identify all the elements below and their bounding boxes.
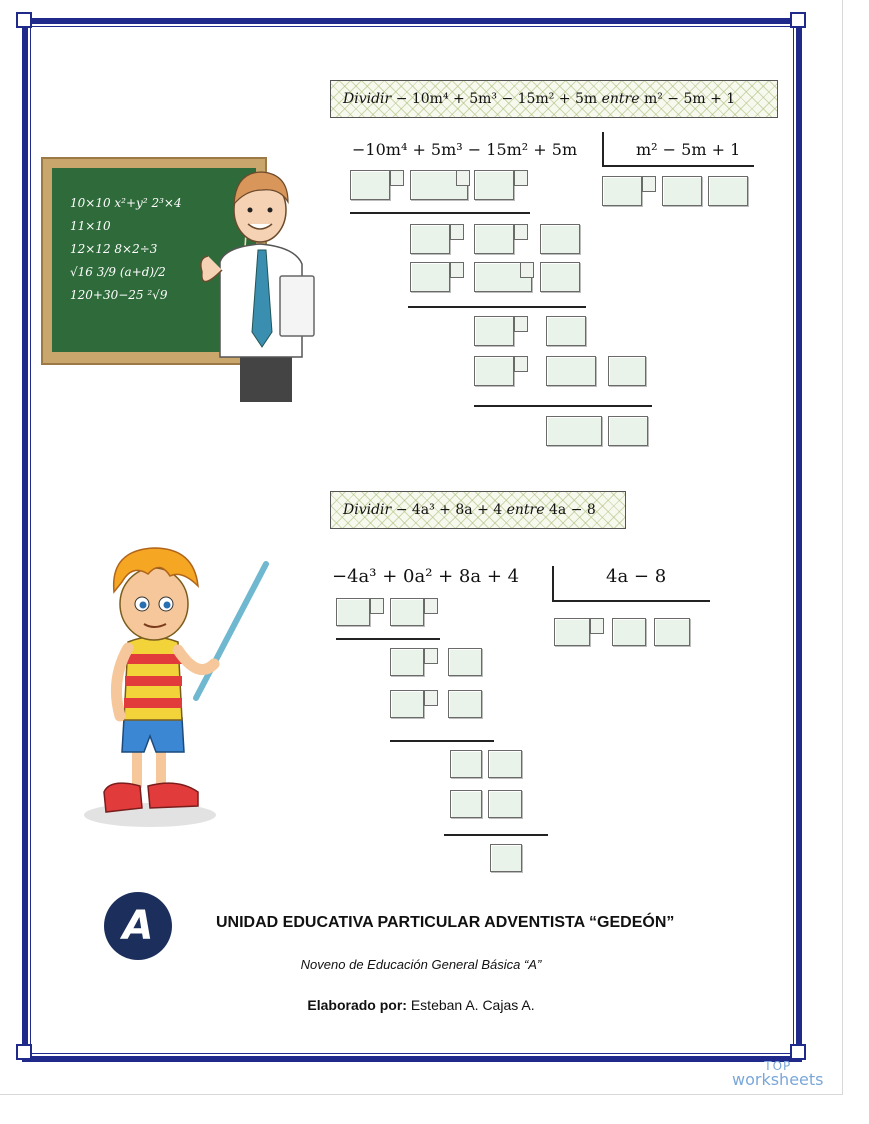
subtraction-line xyxy=(408,306,586,308)
author-label: Elaborado por: xyxy=(307,997,407,1013)
boy-with-pointer-illustration xyxy=(70,530,320,830)
banner-divisor-expr: m² − 5m + 1 xyxy=(643,91,736,107)
watermark-bottom-text: worksheets xyxy=(732,1070,824,1089)
answer-box[interactable] xyxy=(708,176,748,206)
school-logo-letter: A xyxy=(122,903,154,949)
chalkboard-line: 11×10 xyxy=(70,219,111,233)
school-logo xyxy=(104,892,172,960)
chalkboard-line: 120+30−25 ²√9 xyxy=(70,288,168,302)
answer-box[interactable] xyxy=(390,690,424,718)
exponent-box[interactable] xyxy=(424,648,438,664)
exponent-box[interactable] xyxy=(370,598,384,614)
banner-entre-word: entre xyxy=(601,91,640,107)
watermark-top-text: TOP xyxy=(764,1059,792,1073)
answer-box[interactable] xyxy=(474,316,514,346)
grade-level: Noveno de Educación General Básica “A” xyxy=(300,957,542,972)
exponent-box[interactable] xyxy=(520,262,534,278)
answer-box[interactable] xyxy=(546,356,596,386)
banner-entre-word: entre xyxy=(506,502,545,518)
banner-dividir-word: Dividir xyxy=(343,91,392,107)
answer-box[interactable] xyxy=(654,618,690,646)
answer-box[interactable] xyxy=(608,416,648,446)
answer-box[interactable] xyxy=(488,790,522,818)
answer-box[interactable] xyxy=(336,598,370,626)
answer-box[interactable] xyxy=(448,648,482,676)
chalkboard-line: 12×12 8×2÷3 xyxy=(70,242,158,256)
subtraction-line xyxy=(350,212,530,214)
subtraction-line xyxy=(390,740,494,742)
chalkboard-line: √16 3/9 (a+d)/2 xyxy=(70,265,166,279)
exponent-box[interactable] xyxy=(450,262,464,278)
topworksheets-watermark xyxy=(732,1060,824,1088)
exponent-box[interactable] xyxy=(590,618,604,634)
author-line xyxy=(0,997,842,1013)
division-bracket-horizontal xyxy=(602,165,754,167)
division-bracket-vertical xyxy=(602,132,604,166)
border-corner-ornament xyxy=(16,12,32,28)
border-corner-ornament xyxy=(790,1044,806,1060)
answer-box[interactable] xyxy=(390,598,424,626)
answer-box[interactable] xyxy=(612,618,646,646)
answer-box[interactable] xyxy=(390,648,424,676)
answer-box[interactable] xyxy=(410,224,450,254)
exponent-box[interactable] xyxy=(514,170,528,186)
answer-box[interactable] xyxy=(474,170,514,200)
problem-2-dividend: −4a³ + 0a² + 8a + 4 xyxy=(332,566,520,587)
answer-box[interactable] xyxy=(540,224,580,254)
problem-1-dividend: −10m⁴ + 5m³ − 15m² + 5m xyxy=(352,140,578,159)
answer-box[interactable] xyxy=(540,262,580,292)
exponent-box[interactable] xyxy=(514,316,528,332)
exponent-box[interactable] xyxy=(424,690,438,706)
border-corner-ornament xyxy=(16,1044,32,1060)
answer-box[interactable] xyxy=(608,356,646,386)
answer-box[interactable] xyxy=(450,750,482,778)
subtraction-line xyxy=(444,834,548,836)
author-name: Esteban A. Cajas A. xyxy=(410,997,535,1013)
banner-divisor-expr: 4a − 8 xyxy=(548,502,596,518)
problem-1-divisor: m² − 5m + 1 xyxy=(636,140,741,159)
answer-box[interactable] xyxy=(450,790,482,818)
subtraction-line xyxy=(474,405,652,407)
exponent-box[interactable] xyxy=(514,224,528,240)
problem-2-divisor: 4a − 8 xyxy=(606,566,667,587)
problem-2-banner xyxy=(330,491,626,529)
exponent-box[interactable] xyxy=(424,598,438,614)
answer-box[interactable] xyxy=(410,262,450,292)
exponent-box[interactable] xyxy=(514,356,528,372)
banner-dividend-expr: − 4a³ + 8a + 4 xyxy=(395,502,503,518)
banner-dividend-expr: − 10m⁴ + 5m³ − 15m² + 5m xyxy=(395,91,598,107)
exponent-box[interactable] xyxy=(390,170,404,186)
answer-box[interactable] xyxy=(546,316,586,346)
problem-1-banner xyxy=(330,80,778,118)
exponent-box[interactable] xyxy=(642,176,656,192)
exponent-box[interactable] xyxy=(450,224,464,240)
answer-box[interactable] xyxy=(474,356,514,386)
chalkboard-line: 10×10 x²+y² 2³×4 xyxy=(70,196,182,210)
answer-box[interactable] xyxy=(474,224,514,254)
division-bracket-horizontal xyxy=(552,600,710,602)
answer-box[interactable] xyxy=(448,690,482,718)
answer-box[interactable] xyxy=(350,170,390,200)
answer-box[interactable] xyxy=(488,750,522,778)
border-corner-ornament xyxy=(790,12,806,28)
answer-box[interactable] xyxy=(490,844,522,872)
banner-dividir-word: Dividir xyxy=(343,502,392,518)
chalkboard-text xyxy=(70,192,250,307)
answer-box[interactable] xyxy=(554,618,590,646)
answer-box[interactable] xyxy=(602,176,642,206)
exponent-box[interactable] xyxy=(456,170,470,186)
answer-box[interactable] xyxy=(662,176,702,206)
school-name: UNIDAD EDUCATIVA PARTICULAR ADVENTISTA “GEDEÓN” xyxy=(216,914,675,931)
subtraction-line xyxy=(336,638,440,640)
answer-box[interactable] xyxy=(546,416,602,446)
division-bracket-vertical xyxy=(552,566,554,602)
